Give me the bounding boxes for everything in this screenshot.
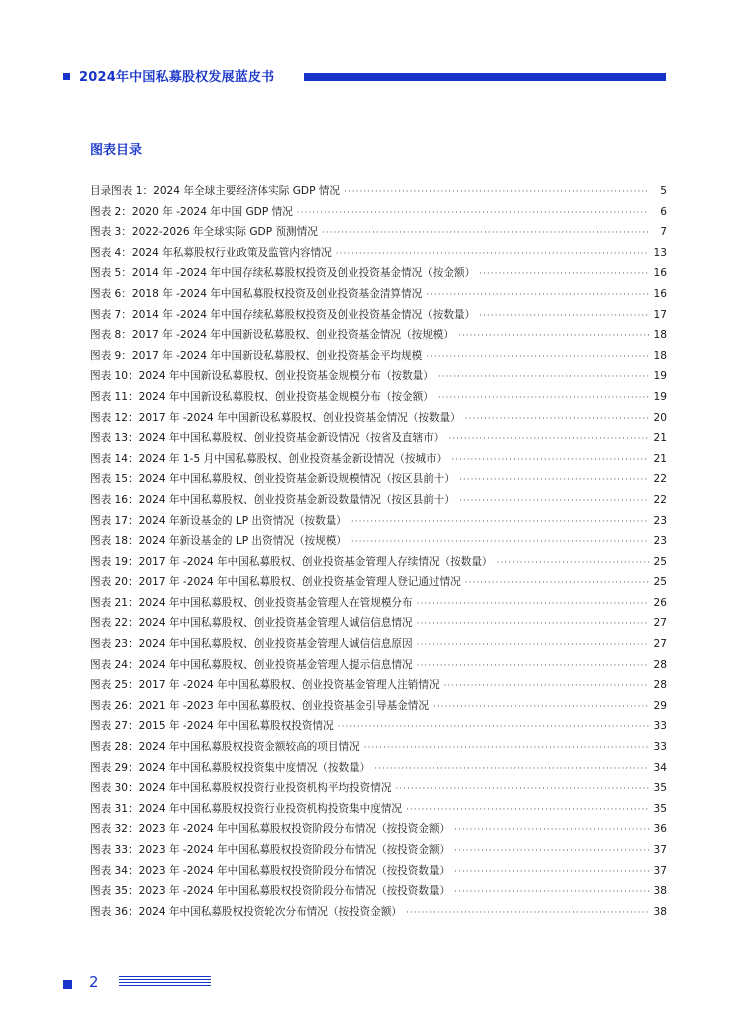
toc-entry-label: 图表 13：2024 年中国私募股权、创业投资基金新设情况（按省及直辖市） <box>90 432 445 445</box>
toc-entry[interactable] <box>90 552 667 573</box>
toc-leader-dots <box>444 676 649 697</box>
toc-entry-label: 图表 26：2021 年 -2023 年中国私募股权、创业投资基金引导基金情况 <box>90 699 429 712</box>
toc-entry[interactable] <box>90 840 667 861</box>
toc-leader-dots <box>454 882 649 903</box>
toc-entry-label: 目录图表 1：2024 年全球主要经济体实际 GDP 情况 <box>90 185 341 197</box>
toc-entry[interactable] <box>90 222 667 243</box>
toc-entry-page: 23 <box>653 535 667 548</box>
toc-entry[interactable] <box>90 387 667 408</box>
toc-entry-page: 28 <box>653 658 667 671</box>
toc-entry-page: 38 <box>653 905 667 918</box>
toc-entry-page: 33 <box>653 741 667 754</box>
toc-entry-label: 图表 9：2017 年 -2024 年中国新设私募股权、创业投资基金平均规模 <box>90 349 423 362</box>
toc-leader-dots <box>344 182 649 203</box>
toc-entry[interactable] <box>90 613 667 634</box>
toc-entry-label: 图表 28：2024 年中国私募股权投资金额较高的项目情况 <box>90 741 360 754</box>
toc-entry[interactable] <box>90 428 667 449</box>
toc-entry-label: 图表 35：2023 年 -2024 年中国私募股权投资阶段分布情况（按投资数量） <box>90 885 451 898</box>
toc-entry-label: 图表 31：2024 年中国私募股权投资行业投资机构投资集中度情况 <box>90 802 403 815</box>
toc-leader-dots <box>417 614 649 635</box>
toc-entry-label: 图表 16：2024 年中国私募股权、创业投资基金新设数量情况（按区县前十） <box>90 493 455 506</box>
toc-entry-label: 图表 4：2024 年私募股权行业政策及监管内容情况 <box>90 246 332 259</box>
toc-leader-dots <box>417 635 649 656</box>
toc-entry-page: 21 <box>653 452 667 465</box>
toc-entry[interactable] <box>90 799 667 820</box>
toc-entry-page: 16 <box>653 267 667 280</box>
toc-entry-page: 23 <box>653 514 667 527</box>
toc-leader-dots <box>454 820 649 841</box>
toc-leader-dots <box>364 738 649 759</box>
toc-entry-page: 29 <box>653 699 667 712</box>
toc-entry-label: 图表 7：2014 年 -2024 年中国存续私募股权投资及创业投资基金情况（按数量） <box>90 308 476 321</box>
toc-entry[interactable] <box>90 305 667 326</box>
toc-leader-dots <box>454 862 649 883</box>
toc-entry-label: 图表 24：2024 年中国私募股权、创业投资基金管理人提示信息情况 <box>90 658 413 671</box>
toc-entry-page: 18 <box>653 329 667 342</box>
toc-entry-page: 35 <box>653 802 667 815</box>
toc-entry-label: 图表 11：2024 年中国新设私募股权、创业投资基金规模分布（按金额） <box>90 390 434 403</box>
header-square-icon <box>63 73 70 80</box>
toc-leader-dots <box>297 203 649 224</box>
toc-entry-label: 图表 25：2017 年 -2024 年中国私募股权、创业投资基金管理人注销情况 <box>90 679 440 692</box>
toc-leader-dots <box>417 594 649 615</box>
toc-leader-dots <box>459 470 649 491</box>
toc-entry-label: 图表 8：2017 年 -2024 年中国新设私募股权、创业投资基金情况（按规模） <box>90 329 454 342</box>
toc-entry[interactable] <box>90 716 667 737</box>
toc-entry[interactable] <box>90 366 667 387</box>
toc-leader-dots <box>426 347 649 368</box>
toc-entry[interactable] <box>90 325 667 346</box>
toc-leader-dots <box>479 306 649 327</box>
toc-leader-dots <box>322 223 649 244</box>
toc-entry-label: 图表 17：2024 年新设基金的 LP 出资情况（按数量） <box>90 514 347 527</box>
toc-entry-page: 27 <box>653 638 667 651</box>
toc-entry-label: 图表 30：2024 年中国私募股权投资行业投资机构平均投资情况 <box>90 782 392 795</box>
toc-entry-label: 图表 29：2024 年中国私募股权投资集中度情况（按数量） <box>90 761 371 774</box>
footer-square-icon <box>63 980 72 989</box>
page-header <box>0 0 755 100</box>
toc-entry-page: 5 <box>660 185 667 197</box>
table-of-contents <box>90 181 667 922</box>
toc-entry[interactable] <box>90 469 667 490</box>
toc-leader-dots <box>465 409 649 430</box>
toc-entry-label: 图表 34：2023 年 -2024 年中国私募股权投资阶段分布情况（按投资数量） <box>90 864 451 877</box>
toc-leader-dots <box>417 656 649 677</box>
toc-entry-label: 图表 23：2024 年中国私募股权、创业投资基金管理人诚信信息原因 <box>90 638 413 651</box>
toc-entry-page: 36 <box>653 823 667 836</box>
toc-entry-label: 图表 21：2024 年中国私募股权、创业投资基金管理人在管规模分布 <box>90 596 413 609</box>
header-title: 2024年中国私募股权发展蓝皮书 <box>79 70 275 85</box>
toc-entry[interactable] <box>90 819 667 840</box>
toc-entry-page: 27 <box>653 617 667 630</box>
toc-entry-page: 28 <box>653 679 667 692</box>
toc-entry[interactable] <box>90 861 667 882</box>
toc-entry[interactable] <box>90 263 667 284</box>
toc-leader-dots <box>395 779 649 800</box>
toc-entry[interactable] <box>90 202 667 223</box>
toc-entry-page: 17 <box>653 308 667 321</box>
toc-entry-label: 图表 18：2024 年新设基金的 LP 出资情况（按规模） <box>90 535 347 548</box>
toc-entry-page: 38 <box>653 885 667 898</box>
toc-entry[interactable] <box>90 531 667 552</box>
toc-entry-label: 图表 20：2017 年 -2024 年中国私募股权、创业投资基金管理人登记通过情况 <box>90 576 461 589</box>
toc-entry[interactable] <box>90 655 667 676</box>
toc-leader-dots <box>448 429 649 450</box>
toc-entry-page: 20 <box>653 411 667 424</box>
toc-entry-page: 16 <box>653 287 667 300</box>
toc-entry-label: 图表 27：2015 年 -2024 年中国私募股权投资情况 <box>90 720 334 733</box>
toc-entry-page: 13 <box>653 246 667 259</box>
toc-entry-label: 图表 2：2020 年 -2024 年中国 GDP 情况 <box>90 205 293 218</box>
toc-entry-label: 图表 5：2014 年 -2024 年中国存续私募股权投资及创业投资基金情况（按金额） <box>90 267 476 280</box>
toc-entry-label: 图表 12：2017 年 -2024 年中国新设私募股权、创业投资基金情况（按数量） <box>90 411 461 424</box>
toc-entry[interactable] <box>90 778 667 799</box>
toc-entry[interactable] <box>90 511 667 532</box>
toc-leader-dots <box>433 697 649 718</box>
toc-leader-dots <box>336 244 649 265</box>
toc-leader-dots <box>406 800 649 821</box>
toc-leader-dots <box>459 491 649 512</box>
toc-leader-dots <box>338 717 649 738</box>
toc-leader-dots <box>454 841 649 862</box>
toc-entry[interactable] <box>90 737 667 758</box>
toc-leader-dots <box>438 388 649 409</box>
toc-entry-page: 37 <box>653 844 667 856</box>
toc-leader-dots <box>351 512 649 533</box>
toc-entry[interactable] <box>90 346 667 367</box>
toc-entry-page: 19 <box>653 390 667 403</box>
toc-entry-page: 25 <box>653 576 667 589</box>
footer-lines-decoration <box>119 976 211 990</box>
toc-leader-dots <box>497 553 649 574</box>
toc-entry-page: 21 <box>653 432 667 445</box>
toc-entry-label: 图表 3：2022-2026 年全球实际 GDP 预测情况 <box>90 226 318 239</box>
toc-entry-label: 图表 10：2024 年中国新设私募股权、创业投资基金规模分布（按数量） <box>90 370 434 383</box>
toc-entry[interactable] <box>90 675 667 696</box>
toc-entry[interactable] <box>90 408 667 429</box>
toc-entry-page: 35 <box>653 782 667 795</box>
toc-entry-page: 26 <box>653 596 667 609</box>
toc-entry[interactable] <box>90 449 667 470</box>
toc-entry-page: 33 <box>653 720 667 733</box>
toc-entry[interactable] <box>90 284 667 305</box>
toc-entry[interactable] <box>90 490 667 511</box>
toc-entry[interactable] <box>90 634 667 655</box>
toc-entry-label: 图表 14：2024 年 1-5 月中国私募股权、创业投资基金新设情况（按城市） <box>90 452 448 465</box>
toc-entry-page: 6 <box>660 205 667 218</box>
toc-entry-page: 37 <box>653 864 667 877</box>
toc-entry[interactable] <box>90 243 667 264</box>
toc-leader-dots <box>458 326 649 347</box>
toc-leader-dots <box>426 285 649 306</box>
toc-leader-dots <box>451 450 649 471</box>
toc-entry-page: 25 <box>653 555 667 568</box>
toc-entry-page: 18 <box>653 349 667 362</box>
section-title: 图表目录 <box>90 143 143 158</box>
toc-entry[interactable] <box>90 696 667 717</box>
toc-leader-dots <box>406 903 649 924</box>
toc-entry-label: 图表 6：2018 年 -2024 年中国私募股权投资及创业投资基金清算情况 <box>90 287 423 300</box>
toc-entry-page: 7 <box>660 226 667 239</box>
toc-entry-page: 34 <box>653 761 667 774</box>
toc-leader-dots <box>465 573 649 594</box>
toc-entry[interactable] <box>90 572 667 593</box>
toc-entry-page: 22 <box>653 473 667 486</box>
header-bar <box>304 73 666 81</box>
toc-entry[interactable] <box>90 902 667 923</box>
toc-entry[interactable] <box>90 181 667 202</box>
toc-entry-label: 图表 36：2024 年中国私募股权投资轮次分布情况（按投资金额） <box>90 905 403 918</box>
toc-entry[interactable] <box>90 881 667 902</box>
toc-leader-dots <box>438 367 649 388</box>
toc-entry-label: 图表 19：2017 年 -2024 年中国私募股权、创业投资基金管理人存续情况（按数量） <box>90 555 493 568</box>
toc-entry[interactable] <box>90 593 667 614</box>
toc-leader-dots <box>479 264 649 285</box>
toc-entry-label: 图表 15：2024 年中国私募股权、创业投资基金新设规模情况（按区县前十） <box>90 473 455 486</box>
toc-leader-dots <box>351 532 649 553</box>
toc-leader-dots <box>374 759 649 780</box>
toc-entry-page: 19 <box>653 370 667 383</box>
toc-entry-label: 图表 33：2023 年 -2024 年中国私募股权投资阶段分布情况（按投资金额） <box>90 844 451 856</box>
toc-entry-label: 图表 32：2023 年 -2024 年中国私募股权投资阶段分布情况（按投资金额） <box>90 823 451 836</box>
toc-entry-page: 22 <box>653 493 667 506</box>
toc-entry[interactable] <box>90 758 667 779</box>
page-number: 2 <box>89 973 99 991</box>
toc-entry-label: 图表 22：2024 年中国私募股权、创业投资基金管理人诚信信息情况 <box>90 617 413 630</box>
